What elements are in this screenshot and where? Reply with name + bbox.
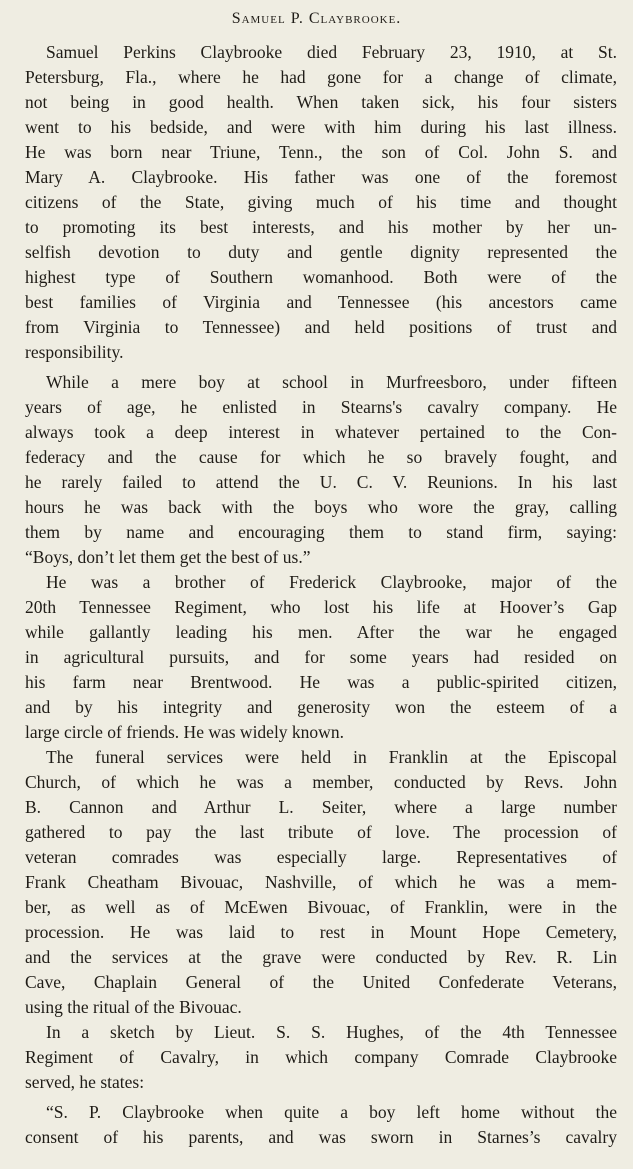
text-line: consent of his parents, and was sworn in Starnes’s cavalry (25, 1127, 617, 1147)
text-line: using the ritual of the Bivouac. (25, 997, 242, 1017)
text-line: selfish devotion to duty and gentle dignity represented the (25, 242, 617, 262)
text-line: ber, as well as of McEwen Bivouac, of Franklin, were in the (25, 897, 617, 917)
text-line: in agricultural pursuits, and for some years had resided on (25, 647, 617, 667)
text-line: While a mere boy at school in Murfreesboro, under fifteen (46, 372, 617, 392)
text-line: hours he was back with the boys who wore the gray, calling (25, 497, 617, 517)
text-line: In a sketch by Lieut. S. S. Hughes, of the 4th Tennessee (46, 1022, 617, 1042)
text-line: He was born near Triune, Tenn., the son of Col. John S. and (25, 142, 617, 162)
text-line: federacy and the cause for which he so bravely fought, and (25, 447, 617, 467)
text-line: served, he states: (25, 1072, 145, 1092)
text-line: Mary A. Claybrooke. His father was one of the foremost (25, 167, 617, 187)
text-line: and by his integrity and generosity won the esteem of a (25, 697, 617, 717)
text-line: highest type of Southern womanhood. Both were of the (25, 267, 617, 287)
text-line: He was a brother of Frederick Claybrooke, major of the (46, 572, 617, 592)
text-line: Petersburg, Fla., where he had gone for a change of climate, (25, 67, 617, 87)
text-line: large circle of friends. He was widely known. (25, 722, 344, 742)
text-line: Church, of which he was a member, conducted by Revs. John (25, 772, 617, 792)
text-line: B. Cannon and Arthur L. Seiter, where a large number (25, 797, 617, 817)
text-line: always took a deep interest in whatever pertained to the Con- (25, 422, 617, 442)
text-line: citizens of the State, giving much of his time and thought (25, 192, 617, 212)
text-line: “Boys, don’t let them get the best of us.” (25, 547, 311, 567)
text-line: to promoting its best interests, and his mother by her un- (25, 217, 617, 237)
text-line: Regiment of Cavalry, in which company Comrade Claybrooke (25, 1047, 617, 1067)
text-line: responsibility. (25, 342, 124, 362)
text-line: while gallantly leading his men. After the war he engaged (25, 622, 617, 642)
text-line: veteran comrades was especially large. Representatives of (25, 847, 617, 867)
text-line: Frank Cheatham Bivouac, Nashville, of which he was a mem- (25, 872, 617, 892)
text-line: Cave, Chaplain General of the United Confederate Veterans, (25, 972, 617, 992)
article-title: Samuel P. Claybrooke. (231, 10, 402, 27)
text-line: gathered to pay the last tribute of love. The procession of (25, 822, 617, 842)
text-line: not being in good health. When taken sick, his four sisters (25, 92, 617, 112)
text-line: years of age, he enlisted in Stearns's cavalry company. He (25, 397, 617, 417)
text-line: went to his bedside, and were with him during his last illness. (25, 117, 617, 137)
text-line: best families of Virginia and Tennessee (his ancestors came (25, 292, 617, 312)
text-line: from Virginia to Tennessee) and held positions of trust and (25, 317, 617, 337)
text-line: his farm near Brentwood. He was a public-spirited citizen, (25, 672, 617, 692)
text-line: Samuel Perkins Claybrooke died February 23, 1910, at St. (46, 42, 617, 62)
text-line: them by name and encouraging them to stand firm, saying: (25, 522, 617, 542)
text-line: The funeral services were held in Franklin at the Episcopal (46, 747, 617, 767)
text-line: 20th Tennessee Regiment, who lost his life at Hoover’s Gap (25, 597, 617, 617)
text-line: procession. He was laid to rest in Mount Hope Cemetery, (25, 922, 617, 942)
text-line: “S. P. Claybrooke when quite a boy left home without the (46, 1102, 617, 1122)
text-line: he rarely failed to attend the U. C. V. Reunions. In his last (25, 472, 617, 492)
text-line: and the services at the grave were conducted by Rev. R. Lin (25, 947, 617, 967)
